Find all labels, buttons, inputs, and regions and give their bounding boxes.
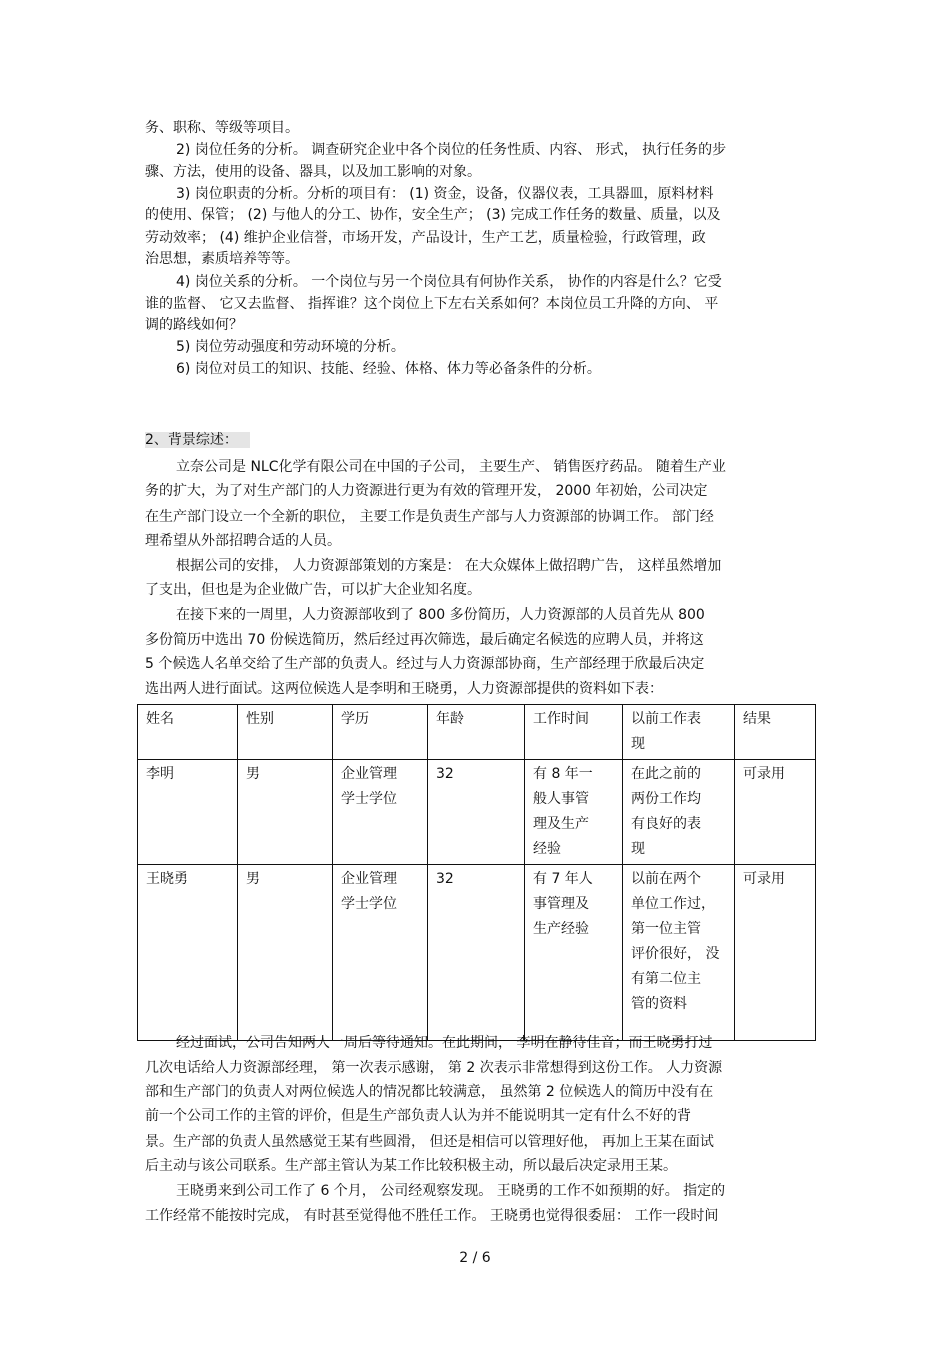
header-cell: 性别 bbox=[238, 705, 333, 760]
header-cell: 以前工作表 现 bbox=[623, 705, 735, 760]
header-cell: 学历 bbox=[333, 705, 428, 760]
section-heading bbox=[145, 430, 250, 450]
text-line: 根据公司的安排， 人力资源部策划的方案是： 在大众媒体上做招聘广告， 这样虽然增加 bbox=[176, 558, 722, 574]
text-line: 在生产部门设立一个全新的职位， 主要工作是负责生产部与人力资源部的协调工作。 部门经 bbox=[145, 509, 714, 525]
table-row bbox=[138, 760, 816, 865]
text-line: 景。生产部的负责人虽然感觉王某有些圆滑， 但还是相信可以管理好他， 再加上王某在面试 bbox=[145, 1134, 714, 1150]
text-line: 5 个候选人名单交给了生产部的负责人。经过与人力资源部协商，生产部经理于欣最后决定 bbox=[145, 656, 705, 672]
table-cell: 可录用 bbox=[735, 760, 816, 865]
table-cell: 男 bbox=[238, 760, 333, 865]
text-line: 务的扩大，为了对生产部门的人力资源进行更为有效的管理开发， 2000 年初始，公司决定 bbox=[145, 483, 708, 499]
text-line: 治思想，素质培养等等。 bbox=[145, 251, 299, 267]
text-line: 经过面试，公司告知两人一周后等待通知。在此期间， 李明在静待佳音；而王晓勇打过 bbox=[176, 1035, 713, 1051]
text-line: 在接下来的一周里，人力资源部收到了 800 多份简历，人力资源部的人员首先从 800 bbox=[176, 607, 705, 623]
text-line: 4) 岗位关系的分析。 一个岗位与另一个岗位具有何协作关系， 协作的内容是什么？它受 bbox=[176, 274, 722, 290]
table-row bbox=[138, 865, 816, 1041]
section-heading-text: 2、背景综述： bbox=[145, 432, 250, 448]
text-line: 调的路线如何？ bbox=[145, 317, 243, 333]
text-line: 了支出，但也是为企业做广告，可以扩大企业知名度。 bbox=[145, 582, 481, 598]
text-line: 骤、方法，使用的设备、器具，以及加工影响的对象。 bbox=[145, 164, 481, 180]
text-line: 6) 岗位对员工的知识、技能、经验、体格、体力等必备条件的分析。 bbox=[176, 361, 601, 377]
table-cell: 有 8 年一 般人事管 理及生产 经验 bbox=[525, 760, 623, 865]
text-line: 工作经常不能按时完成， 有时甚至觉得他不胜任工作。 王晓勇也觉得很委屈： 工作一段时间 bbox=[145, 1208, 719, 1224]
table-cell: 王晓勇 bbox=[138, 865, 238, 1041]
header-cell: 结果 bbox=[735, 705, 816, 760]
text-line: 多份简历中选出 70 份候选简历，然后经过再次筛选，最后确定名候选的应聘人员，并将这 bbox=[145, 632, 704, 648]
text-line: 理希望从外部招聘合适的人员。 bbox=[145, 533, 341, 549]
header-cell: 年龄 bbox=[428, 705, 525, 760]
text-line: 3) 岗位职责的分析。分析的项目有： (1) 资金，设备，仪器仪表，工具器皿，原料材料 bbox=[176, 186, 714, 202]
table-cell: 有 7 年人 事管理及 生产经验 bbox=[525, 865, 623, 1041]
text-line: 王晓勇来到公司工作了 6 个月， 公司经观察发现。 王晓勇的工作不如预期的好。 指定的 bbox=[176, 1183, 726, 1199]
text-line: 5) 岗位劳动强度和劳动环境的分析。 bbox=[176, 339, 405, 355]
table-cell: 32 bbox=[428, 760, 525, 865]
text-line: 前一个公司工作的主管的评价，但是生产部负责人认为并不能说明其一定有什么不好的背 bbox=[145, 1108, 691, 1124]
text-line: 务、职称、等级等项目。 bbox=[145, 120, 299, 136]
text-line: 谁的监督、 它又去监督、 指挥谁？这个岗位上下左右关系如何？本岗位员工升降的方向、 平 bbox=[145, 296, 719, 312]
table-cell: 李明 bbox=[138, 760, 238, 865]
table-cell: 32 bbox=[428, 865, 525, 1041]
text-line: 选出两人进行面试。这两位候选人是李明和王晓勇，人力资源部提供的资料如下表： bbox=[145, 681, 663, 697]
text-line: 部和生产部门的负责人对两位候选人的情况都比较满意， 虽然第 2 位候选人的简历中没有在 bbox=[145, 1084, 714, 1100]
table-cell: 男 bbox=[238, 865, 333, 1041]
table-cell: 可录用 bbox=[735, 865, 816, 1041]
table-cell: 在此之前的 两份工作均 有良好的表 现 bbox=[623, 760, 735, 865]
table-cell: 以前在两个 单位工作过， 第一位主管 评价很好， 没 有第二位主 管的资料 bbox=[623, 865, 735, 1041]
text-line: 立奈公司是 NLC化学有限公司在中国的子公司， 主要生产、 销售医疗药品。 随着生产业 bbox=[176, 459, 726, 475]
table-cell: 企业管理 学士学位 bbox=[333, 865, 428, 1041]
header-cell: 姓名 bbox=[138, 705, 238, 760]
page-number: 2 / 6 bbox=[459, 1250, 491, 1266]
text-line: 的使用、保管； (2) 与他人的分工、协作，安全生产； (3) 完成工作任务的数量、质量，以及 bbox=[145, 207, 721, 223]
text-line: 劳动效率； (4) 维护企业信誉，市场开发，产品设计，生产工艺，质量检验，行政管理，政 bbox=[145, 230, 706, 246]
table-cell: 企业管理 学士学位 bbox=[333, 760, 428, 865]
header-cell: 工作时间 bbox=[525, 705, 623, 760]
table-header-row bbox=[138, 705, 816, 760]
text-line: 2) 岗位任务的分析。 调查研究企业中各个岗位的任务性质、内容、 形式， 执行任务的步 bbox=[176, 142, 727, 158]
text-line: 几次电话给人力资源部经理， 第一次表示感谢， 第 2 次表示非常想得到这份工作。 人力资源 bbox=[145, 1060, 723, 1076]
text-line: 后主动与该公司联系。生产部主管认为某工作比较积极主动，所以最后决定录用王某。 bbox=[145, 1158, 677, 1174]
candidates-table bbox=[137, 704, 816, 1041]
